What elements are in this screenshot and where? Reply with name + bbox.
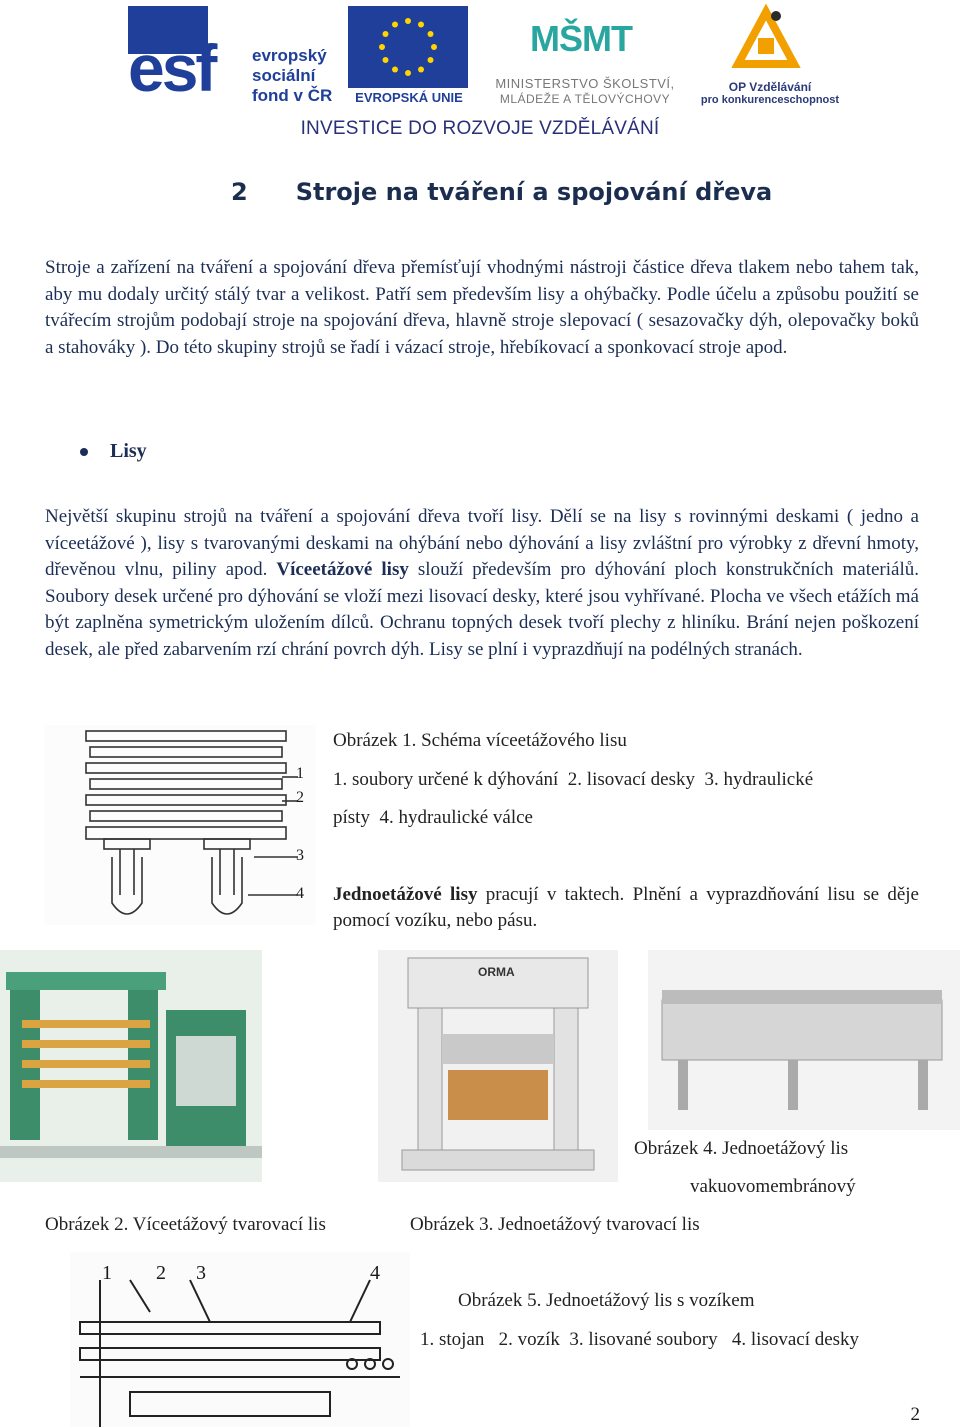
esf-logo-mark: esf xyxy=(128,31,215,105)
esf-logo-line3: fond v ČR xyxy=(252,86,333,105)
figure3-caption: Obrázek 3. Jednoetážový tvarovací lis xyxy=(410,1214,700,1235)
op-logo-line1: OP Vzdělávání xyxy=(728,80,812,94)
lisy-paragraph-part2: slouží především pro dýhování ploch konstrukčních materiálů. Soubory desek určené pro dýhování se vloží mezi lisovací desky, které jsou vyhřívané. Plocha ve všech etážích má být zaplněna symetrickým uložením dílců. Ochranu topných desek tvoří plechy z hliníku. Brání nejen poškození desek, ale před zabarvením rzí chrání povrch dýh. Lisy se plní i vyprazdňují na podélných stranách. xyxy=(45,559,919,660)
eu-logo xyxy=(348,6,470,106)
jednoetazove-bold: Jednoetážové lisy xyxy=(333,884,478,905)
eu-star xyxy=(428,31,434,37)
esf-logo-line1: evropský xyxy=(252,46,327,65)
press-with-cart-diagram xyxy=(70,1252,410,1427)
figure3-photo xyxy=(378,950,618,1182)
eu-star xyxy=(383,57,389,63)
eu-star xyxy=(405,18,411,24)
esf-logo-line2: sociální xyxy=(252,66,316,85)
eu-logo-caption: EVROPSKÁ UNIE xyxy=(355,90,463,105)
eu-star xyxy=(418,22,424,28)
figure5-label-1: 1 xyxy=(102,1262,112,1284)
figure1-legend-line1: 1. soubory určené k dýhování 2. lisovací desky 3. hydraulické xyxy=(333,769,814,790)
eu-flag xyxy=(348,6,468,88)
lisy-paragraph-part1: Největší skupinu strojů na tváření a spojování dřeva tvoří lisy. Dělí se na lisy s rovinnými deskami ( jedno a víceetážové ), lisy s tvarovanými deskami na ohýbání nebo dýhování a lisy zvláštní pro výrobky z dřevní hmoty, dřevěnou vlnu, piliny apod. xyxy=(45,506,919,580)
figure1-label-3: 3 xyxy=(296,847,304,864)
chapter-number: 2 xyxy=(231,178,248,206)
lisy-paragraph-bold: Víceetážové lisy xyxy=(276,559,409,580)
figure5-label-4: 4 xyxy=(370,1262,380,1284)
msmt-logo-mark: MŠMT xyxy=(530,18,632,59)
figure1-caption: Obrázek 1. Schéma víceetážového lisu xyxy=(333,730,627,751)
section-heading-label: Lisy xyxy=(110,440,147,462)
msmt-logo-line2: MLÁDEŽE A TĚLOVÝCHOVY xyxy=(499,92,671,106)
intro-paragraph: Stroje a zařízení na tváření a spojování dřeva přemísťují vhodnými nástroji částice dřeva tlakem nebo tahem tak, aby mu dodaly určitý stálý tvar a velikost. Patří sem především lisy a ohýbačky. Podle účelu a způsobu použití se tvářecím strojům podobají stroje na spojování dřeva, hlavně stroje slepovací ( sesazovačky dýh, olepovačky boků a stahováky ). Do této skupiny strojů se řadí i vázací stroje, hřebíkovací a sponkovací stroje apod. xyxy=(45,257,919,358)
eu-star xyxy=(431,44,437,50)
single-stage-press-illustration xyxy=(378,950,618,1182)
jednoetazove-text: pracují v taktech. Plnění a vyprazdňování lisu se děje pomocí vozíku, nebo pásu. xyxy=(333,884,919,931)
eu-star xyxy=(418,67,424,73)
figure5-caption: Obrázek 5. Jednoetážový lis s vozíkem xyxy=(458,1290,755,1311)
page-number: 2 xyxy=(910,1404,920,1425)
figure2-caption: Obrázek 2. Víceetážový tvarovací lis xyxy=(45,1214,326,1235)
multistage-press-diagram xyxy=(44,725,316,925)
green-press-illustration xyxy=(0,950,262,1182)
op-logo xyxy=(700,4,840,108)
figure5-schematic xyxy=(70,1252,410,1427)
figure1-label-2: 2 xyxy=(296,789,304,806)
eu-star xyxy=(405,70,411,76)
eu-star xyxy=(392,22,398,28)
figure4-caption-line2: vakuovomembránový xyxy=(690,1176,856,1197)
figure1-schematic xyxy=(44,725,316,925)
section-heading-lisy xyxy=(80,440,147,463)
figure4-photo xyxy=(648,950,960,1130)
header-banner: INVESTICE DO ROZVOJE VZDĚLÁVÁNÍ xyxy=(300,118,660,139)
eu-stars-icon xyxy=(348,6,468,88)
vacuum-membrane-press-illustration xyxy=(648,950,960,1130)
bullet-icon xyxy=(80,448,88,456)
eu-star xyxy=(383,31,389,37)
figure4-caption-line1: Obrázek 4. Jednoetážový lis xyxy=(634,1138,849,1159)
jednoetazove-paragraph xyxy=(333,882,919,934)
msmt-logo-line1: MINISTERSTVO ŠKOLSTVÍ, xyxy=(495,76,675,91)
figure3-brand-label: ORMA xyxy=(478,965,515,979)
figure5-label-2: 2 xyxy=(156,1262,166,1284)
figure2-photo xyxy=(0,950,262,1182)
eu-star xyxy=(428,57,434,63)
figure5-legend: 1. stojan 2. vozík 3. lisované soubory 4. lisovací desky xyxy=(420,1329,860,1350)
figure5-label-3: 3 xyxy=(196,1262,206,1284)
op-logo-icon xyxy=(728,4,808,74)
chapter-heading xyxy=(231,178,772,206)
msmt-logo xyxy=(480,4,690,108)
figure1-label-1: 1 xyxy=(296,765,304,782)
chapter-title: Stroje na tváření a spojování dřeva xyxy=(295,178,773,206)
eu-star xyxy=(392,67,398,73)
figure1-label-4: 4 xyxy=(296,885,304,902)
eu-star xyxy=(379,44,385,50)
lisy-paragraph xyxy=(45,504,919,663)
figure1-legend-line2: písty 4. hydraulické válce xyxy=(333,807,533,828)
esf-logo xyxy=(128,6,338,106)
op-logo-line2: pro konkurenceschopnost xyxy=(700,94,840,106)
